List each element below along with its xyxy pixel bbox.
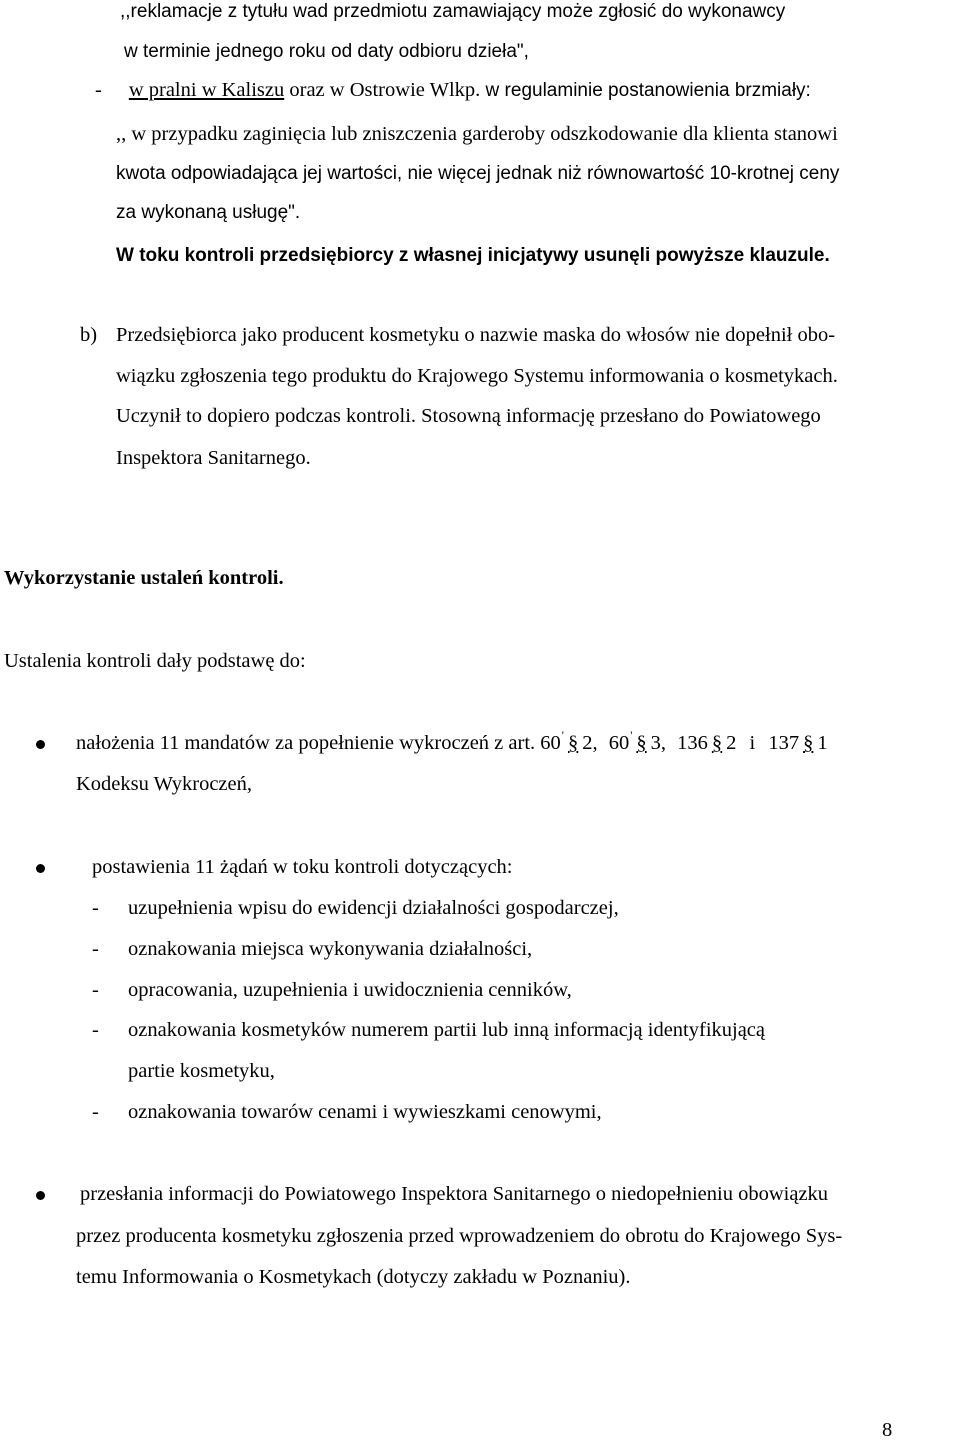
bullet-1-and: i (749, 732, 756, 754)
bullet-2-lead: postawienia 11 żądań w toku kontroli dotyczących: (92, 856, 513, 878)
location-rest: oraz w Ostrowie Wlkp. (284, 79, 481, 101)
b2-item-3: opracowania, uzupełnienia i uwidocznienia cenników, (128, 979, 572, 1001)
bullet-1-text: nałożenia 11 mandatów za popełnienie wykroczeń z art. 60 (76, 732, 561, 754)
b2-item-4: oznakowania kosmetyków numerem partii lub inną informacją identyfikującą (128, 1019, 766, 1041)
bullet-1-line-1 (76, 728, 828, 754)
bullet-1-sec-b: 3, (650, 732, 666, 754)
bold-conclusion: W toku kontroli przedsiębiorcy z własnej inicjatywy usunęli powyższe klauzule. (116, 245, 830, 266)
location-underlined: w pralni w Kaliszu (128, 79, 285, 101)
b2-item-2: oznakowania miejsca wykonywania działalności, (128, 938, 533, 960)
quote-line-1: ,,reklamacje z tytułu wad przedmiotu zamawiający może zgłosić do wykonawcy (120, 1, 786, 22)
bullet-1-art-4: 137 (768, 732, 800, 754)
bullet-1-line-2: Kodeksu Wykroczeń, (76, 773, 253, 795)
bullet-1-sup-2: ' (630, 728, 633, 742)
item-b-line-2: wiązku zgłoszenia tego produktu do Krajowego Systemu informowania o kosmetykach. (116, 365, 838, 387)
bullet-1-art-2: 60 (608, 732, 630, 754)
bullet-1-sec-d: 1 (817, 732, 828, 754)
b2-item-4-cont: partie kosmetyku, (128, 1060, 275, 1082)
b2-dash: - (92, 897, 99, 919)
item-b-line-1: Przedsiębiorca jako producent kosmetyku o nazwie maska do włosów nie dopełnił obo- (116, 324, 836, 346)
quote2-line-1: ,, w przypadku zaginięcia lub zniszczenia garderoby odszkodowanie dla klienta stanowi (116, 123, 838, 145)
b2-dash: - (92, 1019, 99, 1041)
b2-dash: - (92, 1101, 99, 1123)
bullet-1-art-3: 136 (677, 732, 708, 754)
b2-dash: - (92, 979, 99, 1001)
bullet-icon (36, 864, 45, 873)
b2-item-1: uzupełnienia wpisu do ewidencji działalności gospodarczej, (128, 897, 619, 919)
quote2-line-2: kwota odpowiadająca jej wartości, nie więcej jednak niż równowartość 10-krotnej ceny (116, 163, 840, 184)
item-b-line-4: Inspektora Sanitarnego. (116, 447, 311, 469)
page-number: 8 (882, 1419, 893, 1441)
bullet-1-sec-a: 2, (582, 732, 598, 754)
location-line (95, 80, 811, 101)
bullet-3-line-2: przez producenta kosmetyku zgłoszenia przed wprowadzeniem do obrotu do Krajowego Sys- (76, 1225, 843, 1247)
item-b-line-3: Uczynił to dopiero podczas kontroli. Stosowną informację przesłano do Powiatowego (116, 405, 821, 427)
bullet-3-line-1: przesłania informacji do Powiatowego Inspektora Sanitarnego o niedopełnieniu obowiązku (80, 1183, 829, 1205)
quote2-line-3: za wykonaną usługę". (116, 202, 301, 223)
section-lead: Ustalenia kontroli dały podstawę do: (4, 650, 306, 672)
paragraph-symbol: § (711, 732, 723, 754)
b2-dash: - (92, 938, 99, 960)
b2-item-5: oznakowania towarów cenami i wywieszkami cenowymi, (128, 1101, 602, 1123)
regulation-intro: w regulaminie postanowienia brzmiały: (480, 80, 811, 101)
paragraph-symbol: § (567, 732, 579, 754)
section-heading: Wykorzystanie ustaleń kontroli. (4, 567, 284, 589)
bullet-icon (36, 740, 45, 749)
bullet-3-line-3: temu Informowania o Kosmetykach (dotyczy zakładu w Poznaniu). (76, 1266, 631, 1288)
quote-line-2: w terminie jednego roku od daty odbioru dzieła", (124, 41, 529, 62)
dash: - (95, 79, 102, 101)
paragraph-symbol: § (636, 732, 647, 754)
bullet-1-sup-1: ' (561, 728, 564, 742)
paragraph-symbol: § (803, 732, 814, 754)
bullet-1-sec-c: 2 (726, 732, 737, 754)
item-b-marker: b) (80, 324, 98, 346)
bullet-icon (36, 1191, 45, 1200)
